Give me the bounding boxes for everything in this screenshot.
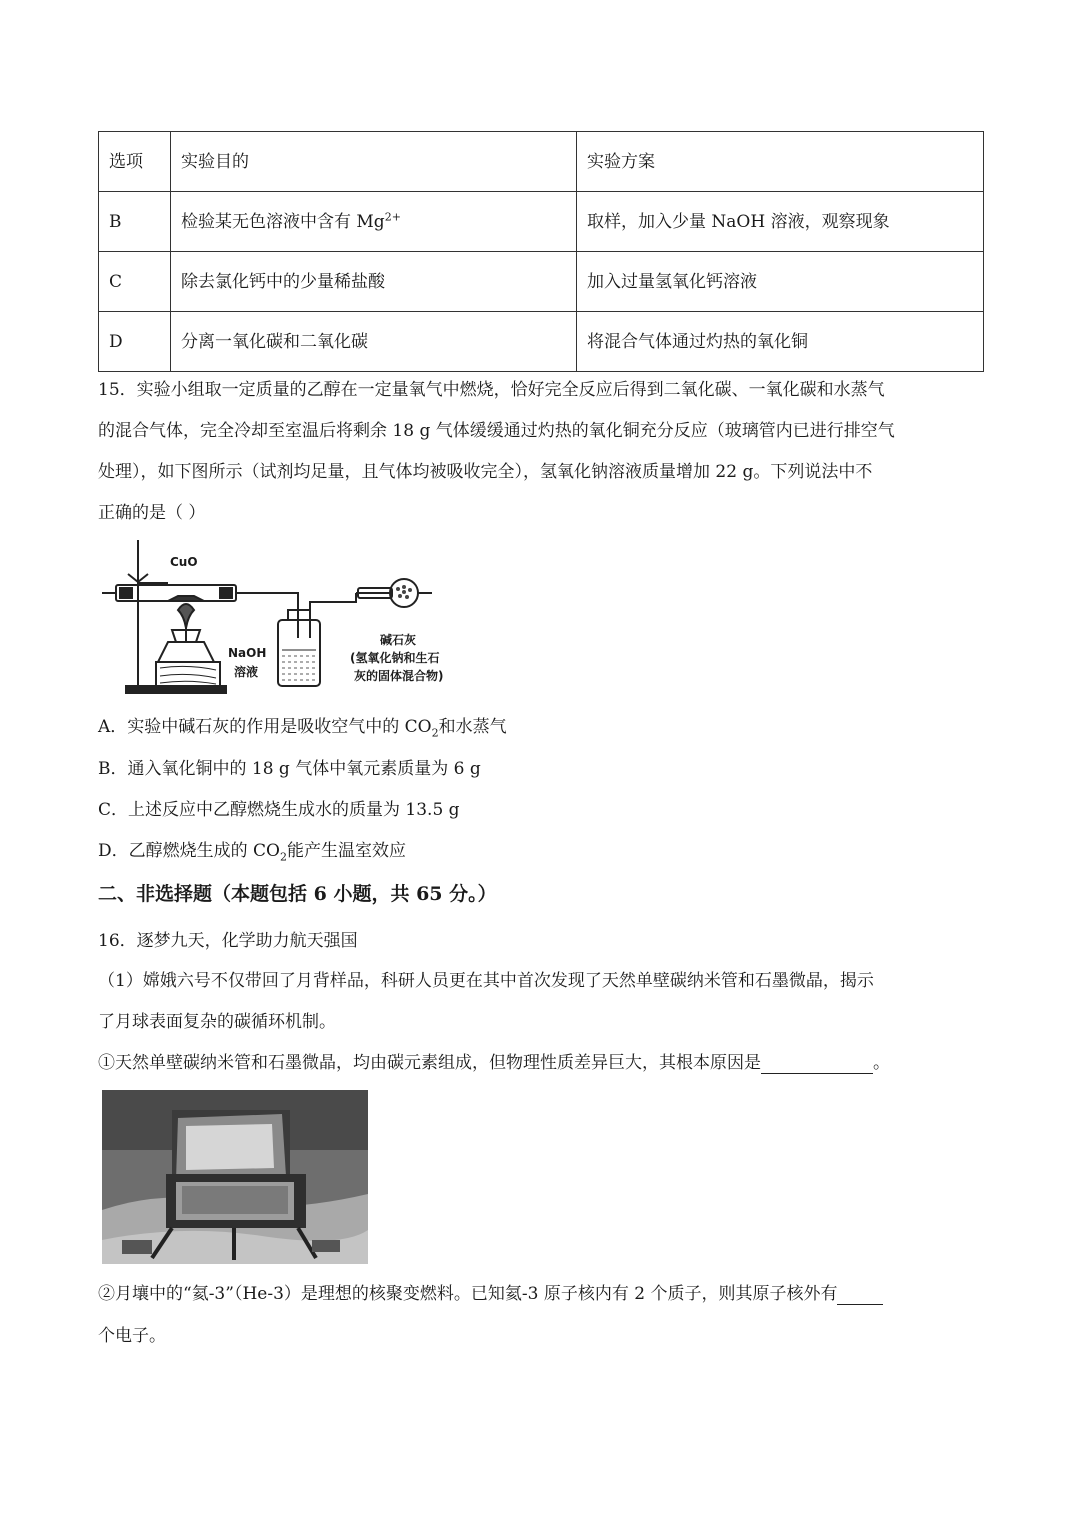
row-purpose: 除去氯化钙中的少量稀盐酸 [171,252,577,312]
q16-sub2-line2: 个电子。 [98,1326,166,1346]
table-row [99,192,984,252]
q15-line-4: 正确的是（ ） [98,503,206,523]
answer-blank[interactable] [761,1055,873,1074]
label-naoh-1: NaOH [228,646,267,660]
row-plan: 将混合气体通过灼热的氧化铜 [577,312,984,372]
label-cuo: CuO [170,555,198,569]
option-b: B．通入氧化铜中的 18 g 气体中氧元素质量为 6 g [98,759,481,779]
section-heading: 二、非选择题（本题包括 6 小题，共 65 分。） [98,883,497,905]
header-plan: 实验方案 [577,132,984,192]
row-plan: 取样，加入少量 NaOH 溶液，观察现象 [577,192,984,252]
q15-line-3: 处理），如下图所示（试剂均足量，且气体均被吸收完全），氢氧化钠溶液质量增加 22 g。下列说法中不 [98,462,873,482]
label-lime-1: 碱石灰 [380,633,417,647]
q15-line-1: 15．实验小组取一定质量的乙醇在一定量氧气中燃烧，恰好完全反应后得到二氧化碳、一氧化碳和水蒸气 [98,380,885,400]
label-lime-2: (氢氧化钠和生石 [350,651,440,665]
q16-title: 16．逐梦九天，化学助力航天强国 [98,931,358,951]
q16-sub2-line1: ②月壤中的“氦-3”（He-3）是理想的核聚变燃料。已知氦-3 原子核内有 2 个质子，则其原子核外有 [98,1283,883,1305]
q16-part1-line2: 了月球表面复杂的碳循环机制。 [98,1012,336,1032]
option-d: D．乙醇燃烧生成的 $CO_2$能产生温室效应 [98,841,406,864]
table-row [99,312,984,372]
option-a: A．实验中碱石灰的作用是吸收空气中的 $CO_2$和水蒸气 [98,717,507,740]
row-purpose: 分离一氧化碳和二氧化碳 [171,312,577,372]
table-header-row [99,132,984,192]
lander-photo [102,1090,368,1264]
row-purpose: 检验某无色溶液中含有 $Mg^{2+}$ [171,192,577,252]
label-naoh-2: 溶液 [234,665,259,679]
q15-line-2: 的混合气体，完全冷却至室温后将剩余 18 g 气体缓缓通过灼热的氧化铜充分反应（玻璃管内已进行排空气 [98,421,895,441]
option-c: C．上述反应中乙醇燃烧生成水的质量为 13.5 g [98,800,460,820]
row-option: C [99,252,171,312]
answer-blank[interactable] [837,1286,883,1305]
header-option: 选项 [99,132,171,192]
label-lime-3: 灰的固体混合物) [354,669,444,683]
q16-sub1: ①天然单壁碳纳米管和石墨微晶，均由碳元素组成，但物理性质差异巨大，其根本原因是 。 [98,1053,890,1073]
row-option: D [99,312,171,372]
header-purpose: 实验目的 [171,132,577,192]
q16-part1-line1: （1）嫦娥六号不仅带回了月背样品，科研人员更在其中首次发现了天然单壁碳纳米管和石墨微晶，揭示 [98,971,874,991]
table-row [99,252,984,312]
row-option: B [99,192,171,252]
options-table [98,131,984,372]
row-plan: 加入过量氢氧化钙溶液 [577,252,984,312]
